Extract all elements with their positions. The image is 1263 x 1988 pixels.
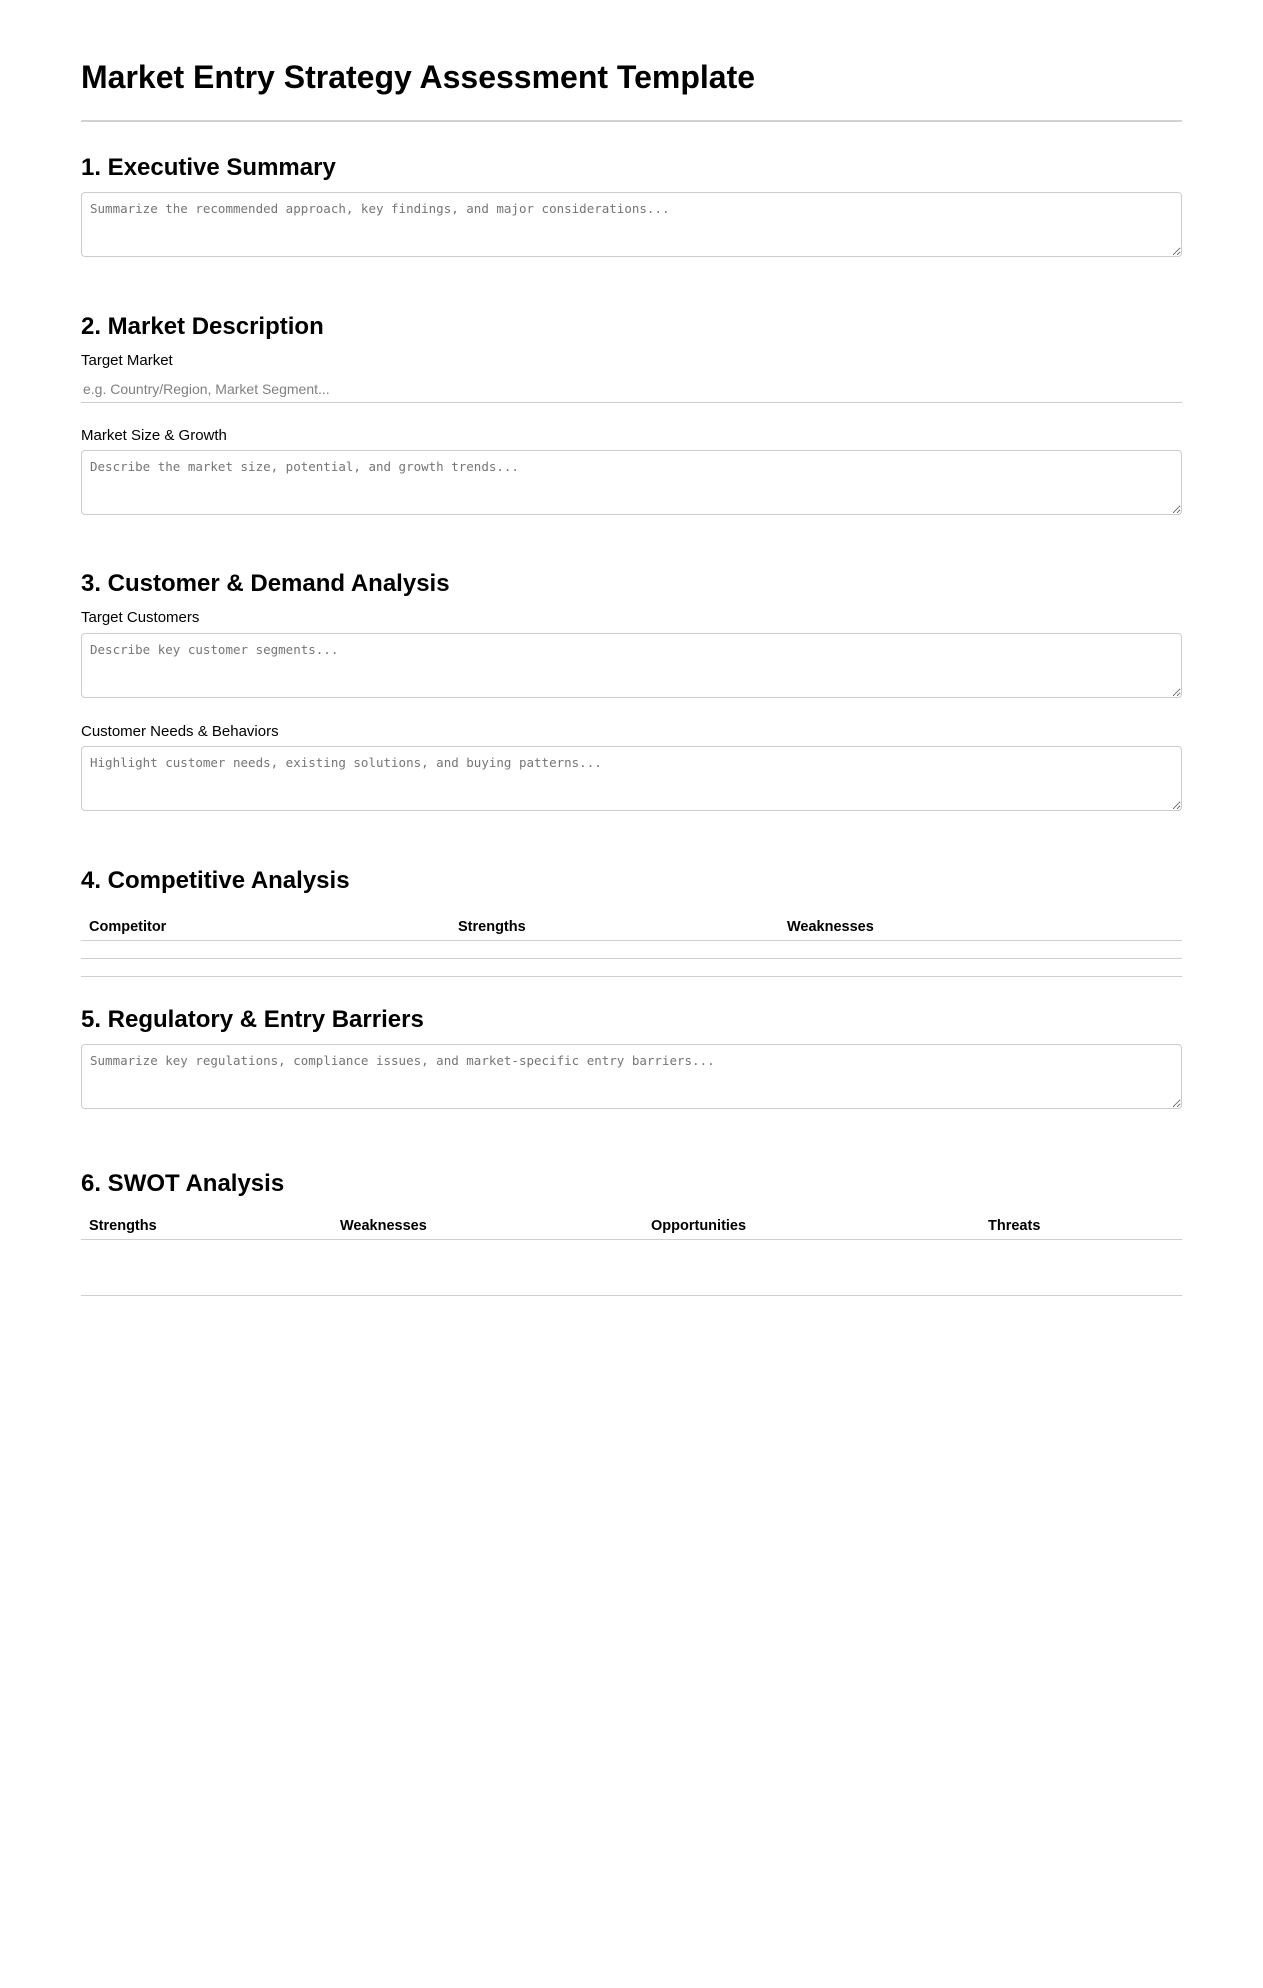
table-row [81, 941, 1182, 959]
section-heading-market-description: 2. Market Description [81, 313, 324, 340]
column-header-strengths: Strengths [81, 1217, 332, 1240]
table-row [81, 1240, 1182, 1296]
target-market-input[interactable] [81, 375, 1182, 403]
table-cell[interactable] [81, 941, 450, 959]
table-cell[interactable] [81, 1240, 332, 1296]
table-cell[interactable] [81, 959, 450, 977]
column-header-weaknesses: Weaknesses [332, 1217, 643, 1240]
market-size-textarea[interactable] [81, 450, 1182, 515]
target-customers-label: Target Customers [81, 609, 200, 626]
section-heading-executive-summary: 1. Executive Summary [81, 154, 336, 181]
regulatory-textarea[interactable] [81, 1044, 1182, 1109]
column-header-threats: Threats [980, 1217, 1182, 1240]
competitive-analysis-table [81, 918, 1182, 977]
table-cell[interactable] [779, 941, 1182, 959]
column-header-opportunities: Opportunities [643, 1217, 980, 1240]
swot-table [81, 1217, 1182, 1296]
column-header-competitor: Competitor [81, 918, 450, 941]
executive-summary-textarea[interactable] [81, 192, 1182, 257]
table-cell[interactable] [643, 1240, 980, 1296]
table-cell[interactable] [779, 959, 1182, 977]
table-row [81, 959, 1182, 977]
section-heading-swot: 6. SWOT Analysis [81, 1170, 285, 1197]
section-heading-regulatory: 5. Regulatory & Entry Barriers [81, 1006, 424, 1033]
market-size-label: Market Size & Growth [81, 427, 227, 444]
table-cell[interactable] [450, 941, 779, 959]
title-divider [81, 120, 1182, 122]
page-title: Market Entry Strategy Assessment Template [81, 59, 756, 95]
table-cell[interactable] [980, 1240, 1182, 1296]
target-market-label: Target Market [81, 352, 173, 369]
customer-needs-textarea[interactable] [81, 746, 1182, 811]
table-cell[interactable] [450, 959, 779, 977]
column-header-weaknesses: Weaknesses [779, 918, 1182, 941]
column-header-strengths: Strengths [450, 918, 779, 941]
customer-needs-label: Customer Needs & Behaviors [81, 723, 279, 740]
table-header-row [81, 1217, 1182, 1240]
section-heading-customer-demand: 3. Customer & Demand Analysis [81, 570, 450, 597]
target-customers-textarea[interactable] [81, 633, 1182, 698]
section-heading-competitive-analysis: 4. Competitive Analysis [81, 867, 350, 894]
table-header-row [81, 918, 1182, 941]
table-cell[interactable] [332, 1240, 643, 1296]
